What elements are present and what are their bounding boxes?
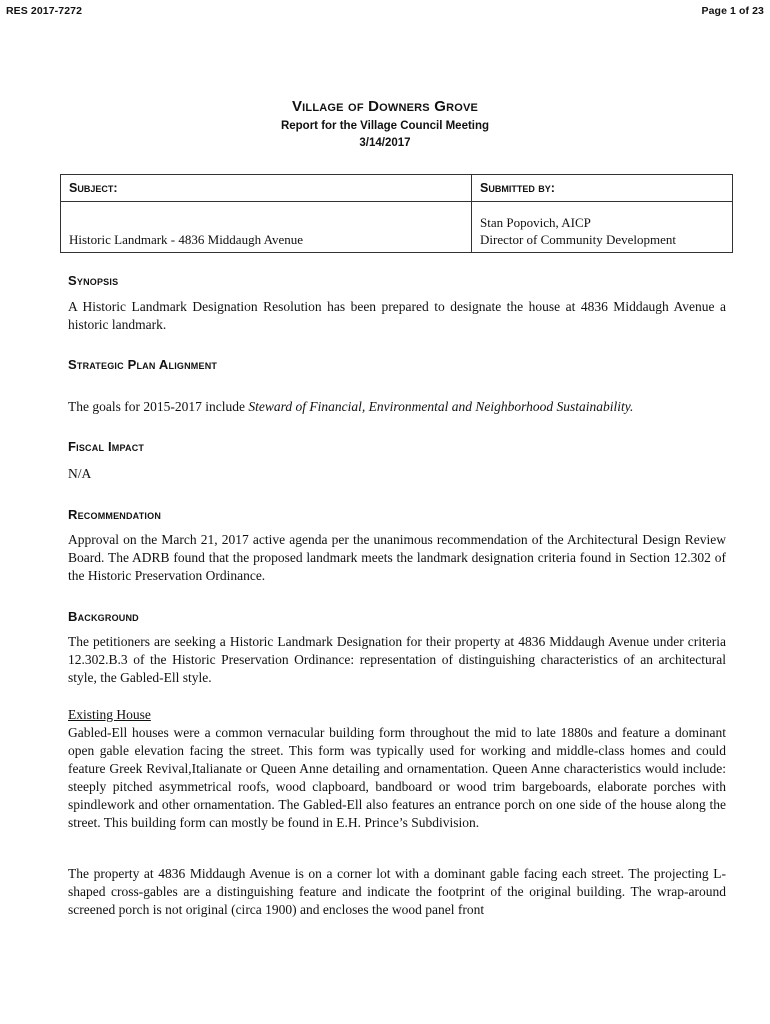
title-block	[0, 98, 770, 149]
report-subtitle: Report for the Village Council Meeting	[280, 120, 490, 132]
synopsis-heading: Synopsis	[68, 273, 119, 288]
existing-house-text: Gabled-Ell houses were a common vernacular building form throughout the mid to late 1880s and feature a dominant open gable elevation facing the street. This form was typically used for working and middle-class homes and could feature Greek Revival,Italianate or Queen Anne detailing and ornamentation. Queen Anne characteristics would include: steeply pitched asymmetrical roofs, wood clapboard, bandboard or wood trim bargeboards, elaborate porches with spindlework and other ornamentation. The Gabled-Ell also features an entrance porch on one side of the house along the street. This building form can mostly be found in E.H. Prince’s Subdivision.	[68, 725, 726, 830]
submitter-name: Stan Popovich, AICP	[480, 215, 591, 230]
submitter-title: Director of Community Development	[480, 232, 677, 247]
submitted-by-value	[472, 202, 733, 253]
subject-label: Subject:	[61, 175, 472, 202]
synopsis-text: A Historic Landmark Designation Resolution has been prepared to designate the house at 4836 Middaugh Avenue a historic landmark.	[68, 299, 726, 332]
strategic-plan-text-prefix: The goals for 2015-2017 include	[68, 399, 249, 414]
fiscal-impact-heading: Fiscal Impact	[68, 439, 145, 454]
page-number: Page 1 of 23	[701, 5, 764, 17]
recommendation-text: Approval on the March 21, 2017 active agenda per the unanimous recommendation of the Architectural Design Review Board. The ADRB found that the proposed landmark meets the landmark designation criteria found in Section 12.302 of the Historic Preservation Ordinance.	[68, 532, 726, 583]
subject-table	[60, 174, 733, 253]
background-text: The petitioners are seeking a Historic Landmark Designation for their property at 4836 Middaugh Avenue under criteria 12.302.B.3 of the Historic Preservation Ordinance: representation of distinguishing characteristics of an architectural style, the Gabled-Ell style.	[68, 634, 726, 685]
meeting-date: 3/14/2017	[359, 137, 411, 149]
strategic-plan-text	[68, 398, 726, 416]
property-description-text: The property at 4836 Middaugh Avenue is on a corner lot with a dominant gable facing each street. The projecting L-shaped cross-gables are a distinguishing feature and indicate the footprint of the original building. The wrap-around screened porch is not original (circa 1900) and encloses the wood panel front	[68, 866, 726, 917]
fiscal-impact-text: N/A	[68, 466, 92, 481]
submitted-by-label: Submitted by:	[472, 175, 733, 202]
recommendation-heading: Recommendation	[68, 507, 162, 522]
strategic-plan-goal: Steward of Financial, Environmental and Neighborhood Sustainability.	[248, 399, 634, 414]
organization-title: Village of Downers Grove	[291, 98, 479, 115]
document-id: RES 2017-7272	[6, 5, 83, 17]
existing-house-heading: Existing House	[68, 707, 151, 722]
subject-value: Historic Landmark - 4836 Middaugh Avenue	[61, 202, 472, 253]
background-heading: Background	[68, 609, 139, 624]
strategic-plan-heading: Strategic Plan Alignment	[68, 357, 218, 372]
